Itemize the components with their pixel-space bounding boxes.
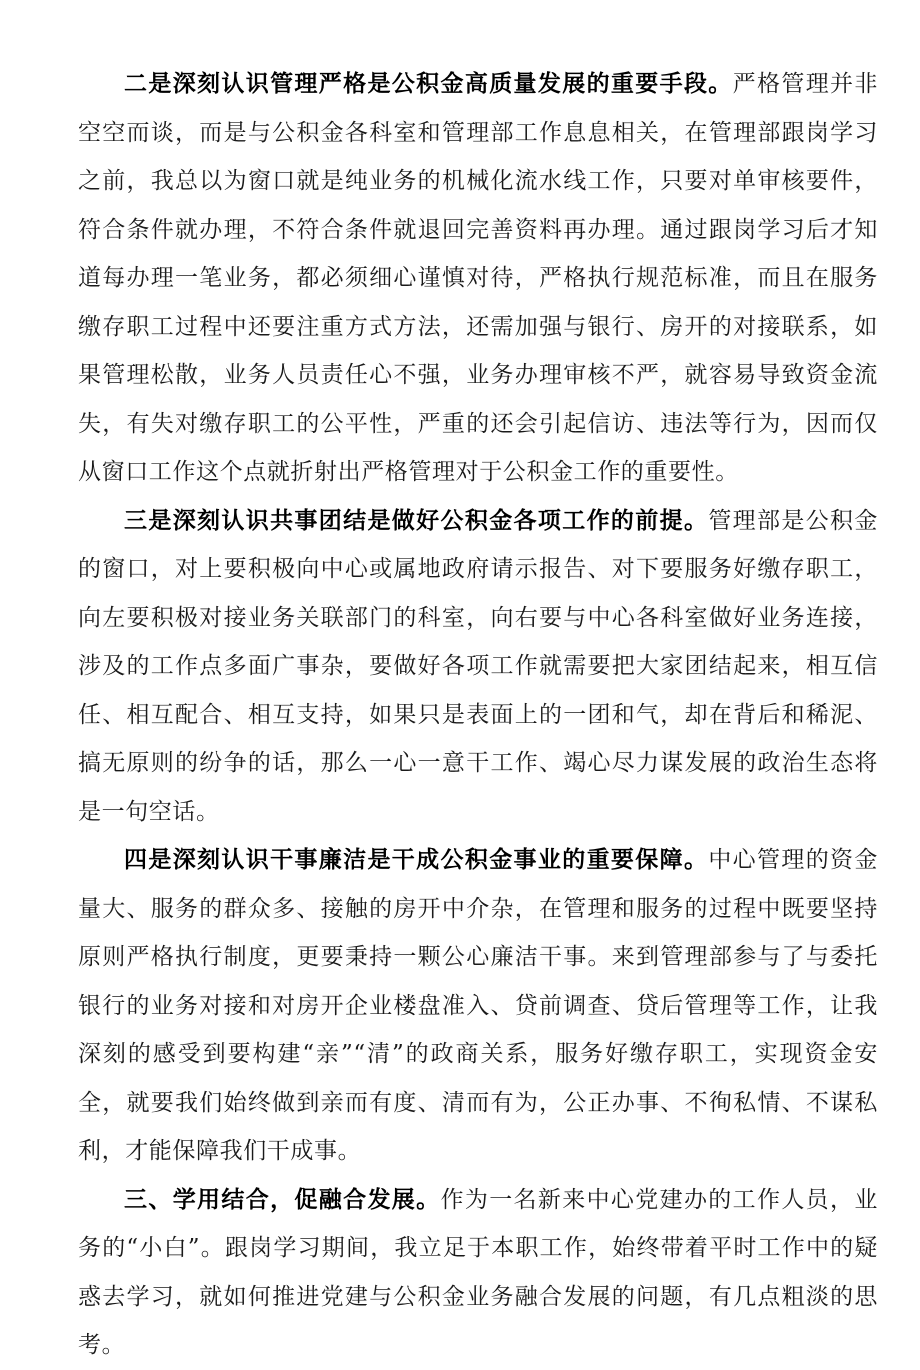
paragraph-text: 管理部是公积金的窗口，对上要积极向中心或属地政府请示报告、对下要服务好缴存职工，向左要积极对接业务关联部门的科室，向右要与中心各科室做好业务连接，涉及的工作点多面广事杂，要做好各项工作就需要把大家团结起来，相互信任、相互配合、相互支持，如果只是表面上的一团和气，却在背后和稀泥、搞无原则的纷争的话，那么一心一意干工作、竭心尽力谋发展的政治生态将是一句空话。 — [78, 507, 878, 825]
paragraph-text: 严格管理并非空空而谈，而是与公积金各科室和管理部工作息息相关，在管理部跟岗学习之前，我总以为窗口就是纯业务的机械化流水线工作，只要对单审核要件，符合条件就办理，不符合条件就退回完善资料再办理。通过跟岗学习后才知道每办理一笔业务，都必须细心谨慎对待，严格执行规范标准，而且在服务缴存职工过程中还要注重方式方法，还需加强与银行、房开的对接联系，如果管理松散，业务人员责任心不强，业务办理审核不严，就容易导致资金流失，有失对缴存职工的公平性，严重的还会引起信访、违法等行为，因而仅从窗口工作这个点就折射出严格管理对于公积金工作的重要性。 — [78, 71, 879, 485]
paragraph-strict-management — [78, 60, 878, 497]
paragraph-heading: 四是深刻认识干事廉洁是干成公积金事业的重要保障。 — [124, 847, 709, 873]
document-body — [78, 60, 878, 1370]
paragraph-text: 作为一名新来中心党建办的工作人员，业务的“小白”。跟岗学习期间，我立足于本职工作，始终带着平时工作中的疑惑去学习，就如何推进党建与公积金业务融合发展的问题，有几点粗淡的思考。 — [78, 1186, 878, 1358]
paragraph-unity — [78, 497, 878, 837]
paragraph-text: 中心管理的资金量大、服务的群众多、接触的房开中介杂，在管理和服务的过程中既要坚持原则严格执行制度，更要秉持一颗公心廉洁干事。来到管理部参与了与委托银行的业务对接和对房开企业楼盘准入、贷前调查、贷后管理等工作，让我深刻的感受到要构建“亲”“清”的政商关系，服务好缴存职工，实现资金安全，就要我们始终做到亲而有度、清而有为，公正办事、不徇私情、不谋私利，才能保障我们干成事。 — [78, 847, 878, 1164]
paragraph-integrity — [78, 836, 878, 1176]
section-heading: 三、学用结合，促融合发展。 — [124, 1186, 441, 1213]
paragraph-heading: 三是深刻认识共事团结是做好公积金各项工作的前提。 — [124, 507, 709, 534]
paragraph-heading: 二是深刻认识管理严格是公积金高质量发展的重要手段。 — [124, 71, 733, 97]
paragraph-section-three — [78, 1176, 878, 1370]
